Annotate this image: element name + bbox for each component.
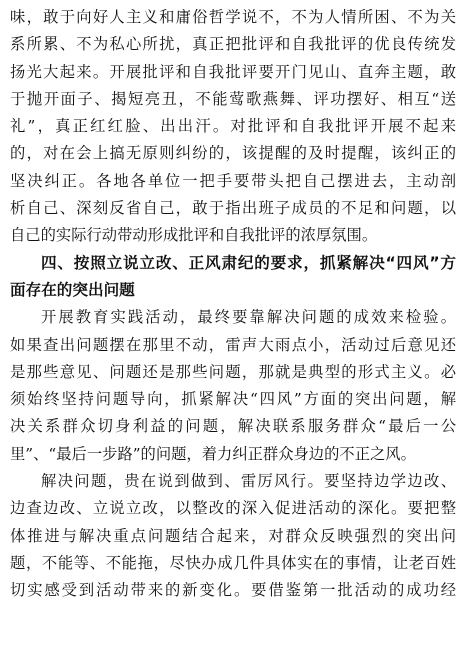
text-line: 析自己、深刻反省自己，敢于指出班子成员的不足和问题，以 bbox=[10, 199, 456, 218]
text-line: 题，不能等、不能拖，尽快办成几件具体实在的事情，让老百姓 bbox=[10, 553, 456, 572]
paragraph-rectification bbox=[10, 468, 456, 604]
text-line: 须始终坚持问题导向，抓紧解决“四风”方面的突出问题，解 bbox=[10, 390, 456, 409]
text-line: 边查边改、立说立改，以整改的深入促进活动的深化。要把整 bbox=[10, 499, 456, 518]
text-line: 系所累、不为私心所扰，真正把批评和自我批评的优良传统发 bbox=[10, 35, 456, 54]
text-line: 的，对在会上搞无原则纠纷的，该提醒的及时提醒，该纠正的 bbox=[10, 144, 456, 163]
text-line: 礼”，真正红红脸、出出汗。对批评和自我批评开展不起来 bbox=[10, 117, 456, 136]
heading-line: 四、按照立说立改、正风肃纪的要求，抓紧解决“四风”方 bbox=[41, 253, 456, 272]
text-line: 决关系群众切身利益的问题，解决联系服务群众“最后一公 bbox=[10, 417, 456, 436]
text-line: 味，敢于向好人主义和庸俗哲学说不，不为人情所困、不为关 bbox=[10, 8, 456, 26]
section-heading bbox=[10, 250, 456, 305]
text-line: 体推进与解决重点问题结合起来，对群众反映强烈的突出问 bbox=[10, 526, 456, 545]
heading-line: 面存在的突出问题 bbox=[10, 280, 135, 299]
text-line: 扬光大起来。开展批评和自我批评要开门见山、直奔主题，敢 bbox=[10, 62, 456, 81]
text-line: 如果查出问题摆在那里不动，雷声大雨点小，活动过后意见还 bbox=[10, 335, 456, 354]
document-page bbox=[10, 4, 456, 605]
text-line: 开展教育实践活动，最终要靠解决问题的成效来检验。 bbox=[41, 308, 456, 327]
text-line: 解决问题，贵在说到做到、雷厉风行。要坚持边学边改、 bbox=[41, 472, 456, 491]
text-line: 于抛开面子、揭短亮丑，不能莺歌燕舞、评功摆好、相互“送 bbox=[10, 89, 456, 108]
paragraph-criticism-continued bbox=[10, 4, 456, 250]
text-line: 是那些意见、问题还是那些问题，那就是典型的形式主义。必 bbox=[10, 362, 456, 381]
text-line: 坚决纠正。各地各单位一把手要带头把自己摆进去，主动剖 bbox=[10, 171, 456, 190]
text-line: 自己的实际行动带动形成批评和自我批评的浓厚氛围。 bbox=[10, 226, 378, 245]
text-line: 里”、“最后一步路”的问题，着力纠正群众身边的不正之风。 bbox=[10, 444, 416, 463]
text-line: 切实感受到活动带来的新变化。要借鉴第一批活动的成功经 bbox=[10, 581, 456, 600]
paragraph-problem-solving-intro bbox=[10, 304, 456, 468]
